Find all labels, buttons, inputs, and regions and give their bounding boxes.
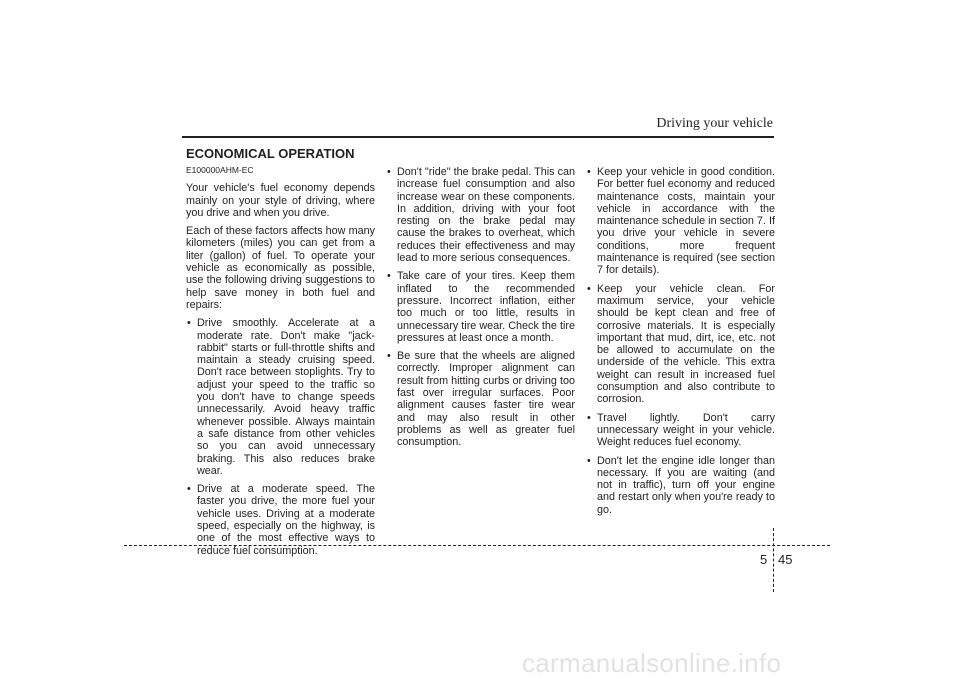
- page-number: 45: [778, 552, 793, 567]
- tip-good-condition: • Keep your vehicle in good condition. For better fuel economy and reduced maintenance costs, maintain your vehicle in accordance with the maintenance schedule in section 7. If you drive your vehicle in severe conditions, more frequent maintenance is required (see section 7 for details).: [586, 166, 775, 277]
- footer-divider: [124, 545, 830, 546]
- tips-list-3: [586, 166, 775, 516]
- tip-keep-clean: • Keep your vehicle clean. For maximum service, your vehicle should be kept clean and free of corrosive materials. It is especially important that mud, dirt, ice, etc. not be allowed to accumulate on the underside of the vehicle. This extra weight can result in increased fuel consumption and also contribute to corrosion.: [586, 283, 775, 406]
- tips-list-1: [186, 317, 375, 557]
- header-divider: [182, 136, 774, 138]
- section-code: E100000AHM-EC: [186, 165, 254, 175]
- tip-engine-idle: • Don't let the engine idle longer than necessary. If you are waiting (and not in traffic), turn off your engine and restart only when you're ready to go.: [586, 455, 775, 516]
- tip-tires: • Take care of your tires. Keep them inflated to the recommended pressure. Incorrect inflation, either too much or too little, results in unnecessary tire wear. Check the tire pressures at least once a month.: [386, 270, 575, 344]
- running-header: Driving your vehicle: [656, 116, 773, 131]
- tip-moderate-speed: • Drive at a moderate speed. The faster you drive, the more fuel your vehicle uses. Driving at a moderate speed, especially on the highway, is one of the most effective ways to reduce fuel consumption.: [186, 483, 375, 557]
- section-heading: ECONOMICAL OPERATION: [186, 146, 355, 161]
- text-column-2: [386, 166, 575, 455]
- watermark: carmanualsonline.info: [522, 648, 782, 678]
- page-number-separator: [773, 528, 774, 592]
- tip-wheel-alignment: • Be sure that the wheels are aligned correctly. Improper alignment can result from hitting curbs or driving too fast over irregular surfaces. Poor alignment causes faster tire wear and may also result in other problems as well as greater fuel consumption.: [386, 350, 575, 448]
- intro-paragraph-2: Each of these factors affects how many kilometers (miles) you can get from a liter (gallon) of fuel. To operate your vehicle as economically as possible, use the following driving suggestions to help save money in both fuel and repairs:: [186, 225, 375, 311]
- intro-paragraph-1: Your vehicle's fuel economy depends mainly on your style of driving, where you drive and when you drive.: [186, 182, 375, 219]
- tip-drive-smoothly: • Drive smoothly. Accelerate at a moderate rate. Don't make "jack-rabbit" starts or full-throttle shifts and maintain a steady cruising speed. Don't race between stoplights. Try to adjust your speed to the traffic so you don't have to change speeds unnecessarily. Avoid heavy traffic whenever possible. Always maintain a safe distance from other vehicles so you can avoid unnecessary braking. This also reduces brake wear.: [186, 317, 375, 477]
- tips-list-2: [386, 166, 575, 449]
- text-column-1: [186, 164, 375, 563]
- tip-brake-pedal: • Don't "ride" the brake pedal. This can increase fuel consumption and also increase wear on these components. In addition, driving with your foot resting on the brake pedal may cause the brakes to overheat, which reduces their effectiveness and may lead to more serious consequences.: [386, 166, 575, 264]
- tip-travel-lightly: • Travel lightly. Don't carry unnecessary weight in your vehicle. Weight reduces fuel economy.: [586, 412, 775, 449]
- chapter-number: 5: [760, 552, 768, 567]
- text-column-3: [586, 166, 775, 522]
